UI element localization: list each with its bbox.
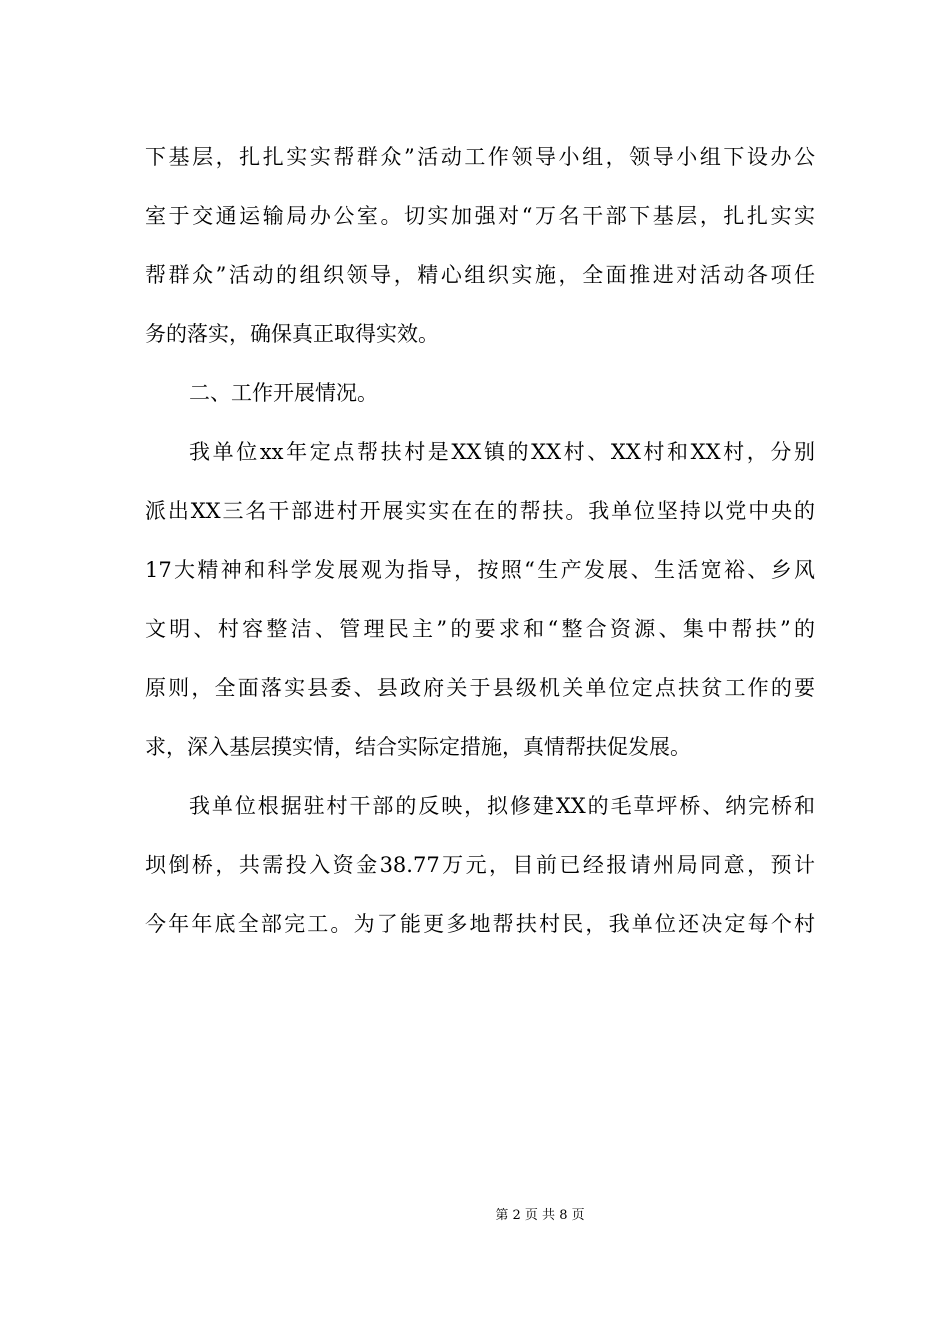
text-line: 下基层，扎扎实实帮群众”活动工作领导小组，领导小组下设办公 bbox=[145, 145, 815, 169]
text-line: 今年年底全部完工。为了能更多地帮扶村民，我单位还决定每个村 bbox=[145, 912, 815, 936]
document-body bbox=[145, 128, 815, 954]
text-line: 我单位根据驻村干部的反映，拟修建XX的毛草坪桥、纳完桥和 bbox=[189, 794, 815, 818]
page-number: 第 2 页 共 8 页 bbox=[495, 1208, 585, 1223]
section-heading: 二、工作开展情况。 bbox=[189, 381, 378, 405]
text-line: 文明、村容整洁、管理民主”的要求和“整合资源、集中帮扶”的 bbox=[145, 617, 815, 641]
text-line: 坝倒桥，共需投入资金38.77万元，目前已经报请州局同意，预计 bbox=[145, 853, 815, 877]
text-line: 我单位xx年定点帮扶村是XX镇的XX村、XX村和XX村，分别 bbox=[189, 440, 815, 464]
text-line: 求，深入基层摸实情，结合实际定措施，真情帮扶促发展。 bbox=[145, 735, 691, 759]
text-line: 原则，全面落实县委、县政府关于县级机关单位定点扶贫工作的要 bbox=[145, 676, 815, 700]
text-line: 派出XX三名干部进村开展实实在在的帮扶。我单位坚持以党中央的 bbox=[145, 499, 815, 523]
text-line: 17大精神和科学发展观为指导，按照“生产发展、生活宽裕、乡风 bbox=[145, 558, 815, 582]
text-line: 室于交通运输局办公室。切实加强对“万名干部下基层，扎扎实实 bbox=[145, 204, 815, 228]
page-footer bbox=[0, 1206, 950, 1226]
text-line: 帮群众”活动的组织领导，精心组织实施，全面推进对活动各项任 bbox=[145, 263, 815, 287]
text-line: 务的落实，确保真正取得实效。 bbox=[145, 322, 439, 346]
